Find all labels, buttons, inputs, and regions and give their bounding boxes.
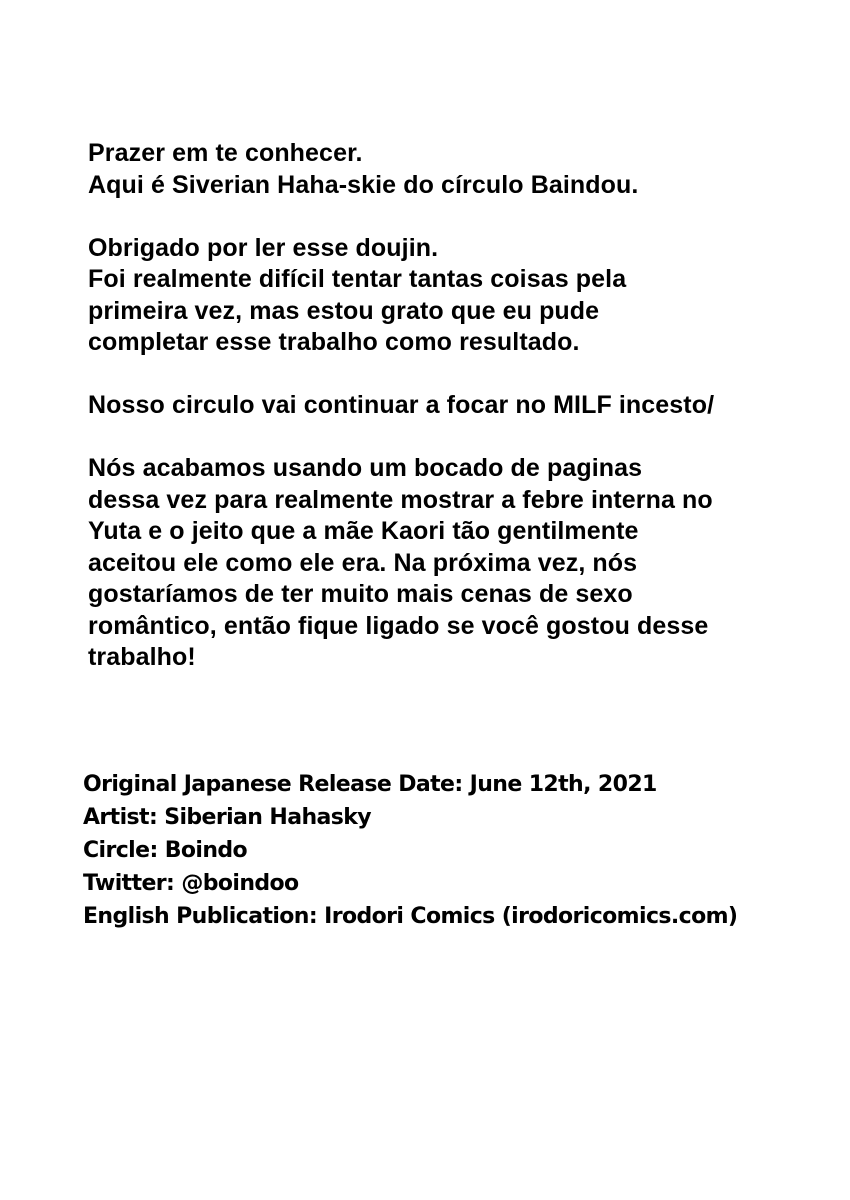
afterword-line: completar esse trabalho como resultado. [88, 328, 580, 356]
credit-artist: Artist: Siberian Hahasky [83, 805, 372, 830]
afterword-line: Nosso circulo vai continuar a focar no MILF incesto/ [88, 391, 715, 419]
afterword-paragraph-greeting [88, 138, 808, 201]
afterword-line: primeira vez, mas estou grato que eu pude [88, 296, 600, 325]
afterword-line: aceitou ele como ele era. Na próxima vez, nós [88, 548, 638, 577]
afterword-line: Obrigado por ler esse doujin. [88, 233, 439, 262]
afterword-line: dessa vez para realmente mostrar a febre interna no [88, 485, 713, 514]
credit-publication: English Publication: Irodori Comics (irodoricomics.com) [83, 904, 738, 929]
afterword-line: Nós acabamos usando um bocado de paginas [88, 454, 643, 482]
credit-circle: Circle: Boindo [83, 838, 248, 863]
afterword-line: gostaríamos de ter muito mais cenas de sexo [88, 580, 633, 608]
afterword-paragraph-thanks [88, 233, 808, 359]
afterword-paragraph-closing [88, 453, 808, 674]
credits-block [83, 768, 823, 933]
afterword-line: Prazer em te conhecer. [88, 139, 363, 167]
afterword-text [88, 138, 808, 705]
afterword-line: trabalho! [88, 643, 196, 671]
afterword-paragraph-focus [88, 390, 808, 422]
afterword-line: Foi realmente difícil tentar tantas coisas pela [88, 265, 627, 293]
credit-twitter: Twitter: @boindoo [83, 871, 299, 896]
afterword-line: Yuta e o jeito que a mãe Kaori tão gentilmente [88, 517, 639, 545]
afterword-line: Aqui é Siverian Haha-skie do círculo Baindou. [88, 170, 639, 199]
credit-release-date: Original Japanese Release Date: June 12th, 2021 [83, 772, 657, 797]
afterword-line: romântico, então fique ligado se você gostou desse [88, 611, 709, 640]
